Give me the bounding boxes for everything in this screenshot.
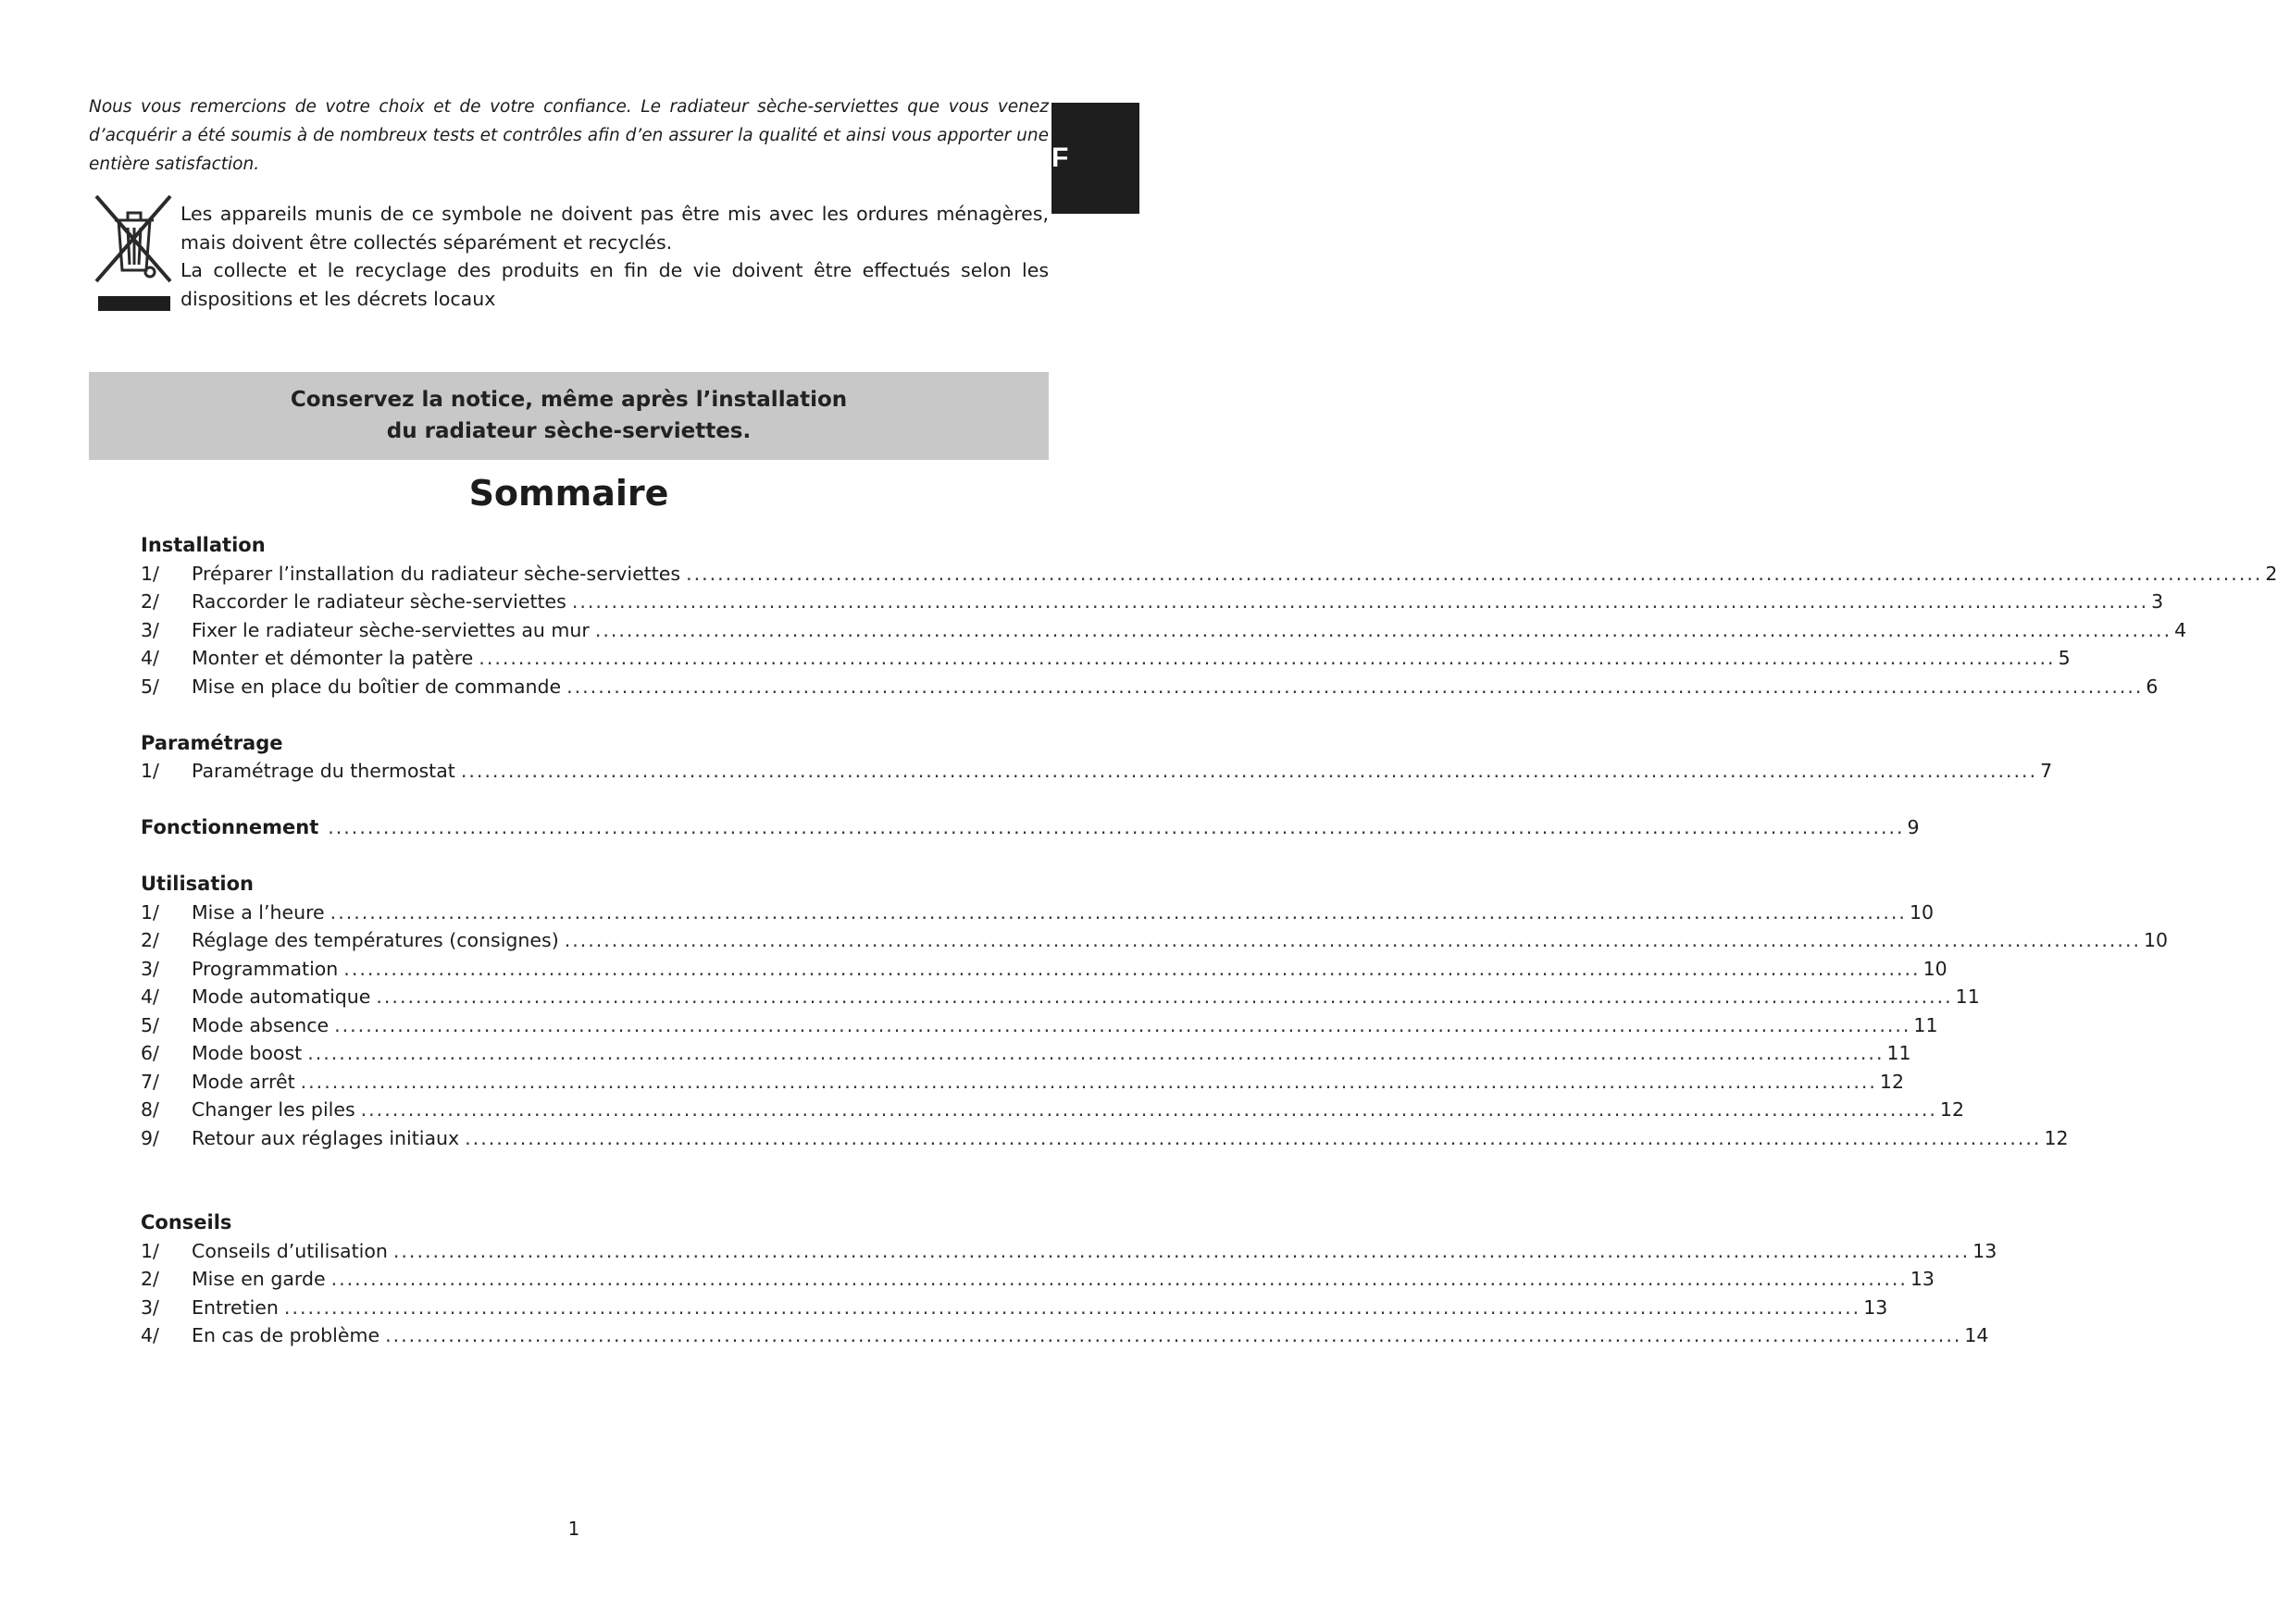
toc-entry[interactable]: [141, 588, 2164, 616]
leader-dots: ........................................................................................................................................................................................................: [686, 562, 2263, 585]
entry-number: 1/: [141, 562, 159, 585]
crossed-out-wheelie-bin-icon: [91, 192, 178, 315]
toc-section-parametrage: [141, 729, 2053, 786]
entry-label: Mise en garde: [192, 1268, 326, 1290]
entry-number: 2/: [141, 590, 159, 613]
entry-page: 4: [2174, 618, 2187, 641]
leader-dots: ........................................................................................................................................................................................................: [566, 675, 2144, 698]
entry-label: Programmation: [192, 957, 339, 980]
entry-number: 2/: [141, 929, 159, 951]
language-tab-label: F: [1051, 143, 1069, 173]
toc-title: Sommaire: [468, 473, 669, 514]
entry-number: 3/: [141, 957, 159, 980]
toc-entry[interactable]: [141, 899, 1935, 927]
leader-dots: ........................................................................................................................................................................................................: [330, 1268, 1908, 1290]
toc-entry[interactable]: [141, 1096, 1965, 1124]
toc-section-conseils: [141, 1209, 1997, 1350]
toc-entry[interactable]: [141, 1265, 1935, 1294]
entry-number: 6/: [141, 1042, 159, 1064]
toc-entry[interactable]: [141, 1011, 1938, 1040]
leader-dots: ........................................................................................................................................................................................................: [465, 1126, 2042, 1149]
spacer: [141, 1152, 1049, 1209]
entry-label: Mode automatique: [192, 986, 371, 1008]
toc-entry[interactable]: [141, 1321, 1989, 1350]
leader-dots: ........................................................................................................................................................................................................: [479, 647, 2056, 669]
entry-label: En cas de problème: [192, 1324, 380, 1346]
entry-page: 11: [1913, 1013, 1938, 1036]
spacer: [141, 842, 1049, 871]
toc-entry[interactable]: [141, 926, 2169, 955]
entry-number: 2/: [141, 1268, 159, 1290]
spacer: [141, 786, 1049, 814]
leader-dots: ........................................................................................................................................................................................................: [307, 1042, 1885, 1064]
toc-entry[interactable]: [141, 955, 1947, 984]
toc-entry[interactable]: [141, 644, 2071, 673]
section-title: Paramétrage: [141, 731, 283, 754]
spacer: [141, 700, 1049, 729]
entry-page: 11: [1955, 986, 1980, 1008]
entry-label: Mise en place du boîtier de commande: [192, 675, 562, 698]
toc-entry[interactable]: [141, 1039, 1911, 1068]
recycling-notice: [180, 200, 1049, 313]
entry-number: 7/: [141, 1070, 159, 1093]
entry-page: 3: [2151, 590, 2164, 613]
leader-dots: ........................................................................................................................................................................................................: [571, 590, 2149, 613]
entry-label: Fixer le radiateur sèche-serviettes au mur: [192, 618, 590, 641]
recycling-line-2: La collecte et le recyclage des produits en fin de vie doivent être effectués selon les dispositions et les décrets locaux: [180, 259, 1049, 310]
entry-label: Réglage des températures (consignes): [192, 929, 559, 951]
entry-page: 9: [1907, 816, 1920, 838]
toc-entry[interactable]: [141, 1237, 1997, 1266]
entry-page: 7: [2040, 760, 2053, 782]
page-number: 1: [567, 1518, 580, 1540]
entry-number: 4/: [141, 986, 159, 1008]
toc-entry[interactable]: [141, 757, 2053, 786]
entry-number: 5/: [141, 1013, 159, 1036]
toc-entry[interactable]: [141, 616, 2187, 645]
entry-number: 4/: [141, 647, 159, 669]
section-title: Conseils: [141, 1211, 232, 1233]
leader-dots: ........................................................................................................................................................................................................: [376, 986, 1953, 1008]
leader-dots: ........................................................................................................................................................................................................: [300, 1070, 1877, 1093]
section-title: Utilisation: [141, 873, 254, 895]
entry-number: 1/: [141, 760, 159, 782]
leader-dots: ........................................................................................................................................................................................................: [328, 816, 1905, 838]
entry-label: Changer les piles: [192, 1098, 355, 1121]
entry-label: Mise a l’heure: [192, 900, 325, 924]
entry-page: 13: [1863, 1295, 1888, 1319]
entry-page: 13: [1910, 1268, 1935, 1290]
toc-section-installation: [141, 531, 2277, 700]
leader-dots: ........................................................................................................................................................................................................: [283, 1295, 1861, 1319]
entry-label: Mode boost: [192, 1042, 303, 1064]
toc-entry[interactable]: [141, 1294, 1888, 1322]
toc-section-utilisation: [141, 870, 2169, 1152]
entry-label: Entretien: [192, 1295, 279, 1319]
entry-label: Retour aux réglages initiaux: [192, 1126, 460, 1149]
toc-entry[interactable]: [141, 673, 2159, 701]
leader-dots: ........................................................................................................................................................................................................: [334, 1013, 1911, 1036]
entry-page: 10: [1922, 957, 1947, 980]
leader-dots: ........................................................................................................................................................................................................: [330, 900, 1907, 924]
leader-dots: ........................................................................................................................................................................................................: [343, 957, 1921, 980]
entry-page: 12: [1939, 1098, 1965, 1121]
entry-number: 3/: [141, 1295, 159, 1319]
leader-dots: ........................................................................................................................................................................................................: [360, 1098, 1937, 1121]
entry-label: Conseils d’utilisation: [192, 1239, 388, 1262]
entry-page: 12: [2044, 1126, 2069, 1149]
entry-label: Mode absence: [192, 1013, 330, 1036]
entry-page: 2: [2265, 562, 2277, 585]
entry-label: Raccorder le radiateur sèche-serviettes: [192, 590, 566, 613]
toc-entry[interactable]: [141, 1068, 1905, 1097]
entry-page: 5: [2058, 647, 2071, 669]
entry-label: Monter et démonter la patère: [192, 647, 474, 669]
entry-page: 12: [1879, 1070, 1905, 1093]
entry-number: 3/: [141, 618, 159, 641]
entry-page: 10: [1909, 900, 1935, 924]
entry-number: 8/: [141, 1098, 159, 1121]
table-of-contents: [141, 531, 2277, 1350]
leader-dots: ........................................................................................................................................................................................................: [564, 929, 2141, 951]
entry-page: 6: [2146, 675, 2159, 698]
section-title: Installation: [141, 534, 266, 556]
section-title: Fonctionnement: [141, 816, 319, 838]
notice-line-1: Conservez la notice, même après l’installation: [290, 388, 848, 412]
entry-page: 10: [2143, 929, 2169, 951]
notice-line-2: du radiateur sèche-serviettes.: [386, 419, 752, 443]
entry-page: 14: [1964, 1324, 1989, 1346]
toc-section-fonctionnement[interactable]: [141, 813, 1920, 842]
entry-page: 13: [1972, 1239, 1997, 1262]
leader-dots: ........................................................................................................................................................................................................: [594, 618, 2172, 641]
recycling-line-1: Les appareils munis de ce symbole ne doivent pas être mis avec les ordures ménagères, mais doivent être collectés séparément et recyclés.: [180, 203, 1049, 254]
entry-number: 1/: [141, 1239, 159, 1262]
entry-number: 1/: [141, 900, 159, 924]
toc-entry[interactable]: [141, 983, 1980, 1011]
entry-number: 9/: [141, 1126, 159, 1149]
leader-dots: ........................................................................................................................................................................................................: [385, 1324, 1962, 1346]
entry-number: 4/: [141, 1324, 159, 1346]
entry-label: Préparer l’installation du radiateur sèche-serviettes: [192, 562, 681, 585]
entry-page: 11: [1886, 1042, 1911, 1064]
entry-label: Paramétrage du thermostat: [192, 760, 455, 782]
toc-entry[interactable]: [141, 1124, 2069, 1153]
entry-label: Mode arrêt: [192, 1070, 295, 1093]
leader-dots: ........................................................................................................................................................................................................: [460, 760, 2038, 782]
entry-number: 5/: [141, 675, 159, 698]
leader-dots: ........................................................................................................................................................................................................: [392, 1239, 1971, 1262]
language-tab: [1051, 103, 1139, 214]
keep-manual-notice: [89, 372, 1049, 460]
intro-paragraph: Nous vous remercions de votre choix et de votre confiance. Le radiateur sèche-serviettes que vous venez d’acquérir a été soumis à de nombreux tests et contrôles afin d’en assurer la qualité et ainsi vous apporter une entière satisfaction.: [89, 97, 1049, 174]
toc-entry[interactable]: [141, 560, 2277, 589]
